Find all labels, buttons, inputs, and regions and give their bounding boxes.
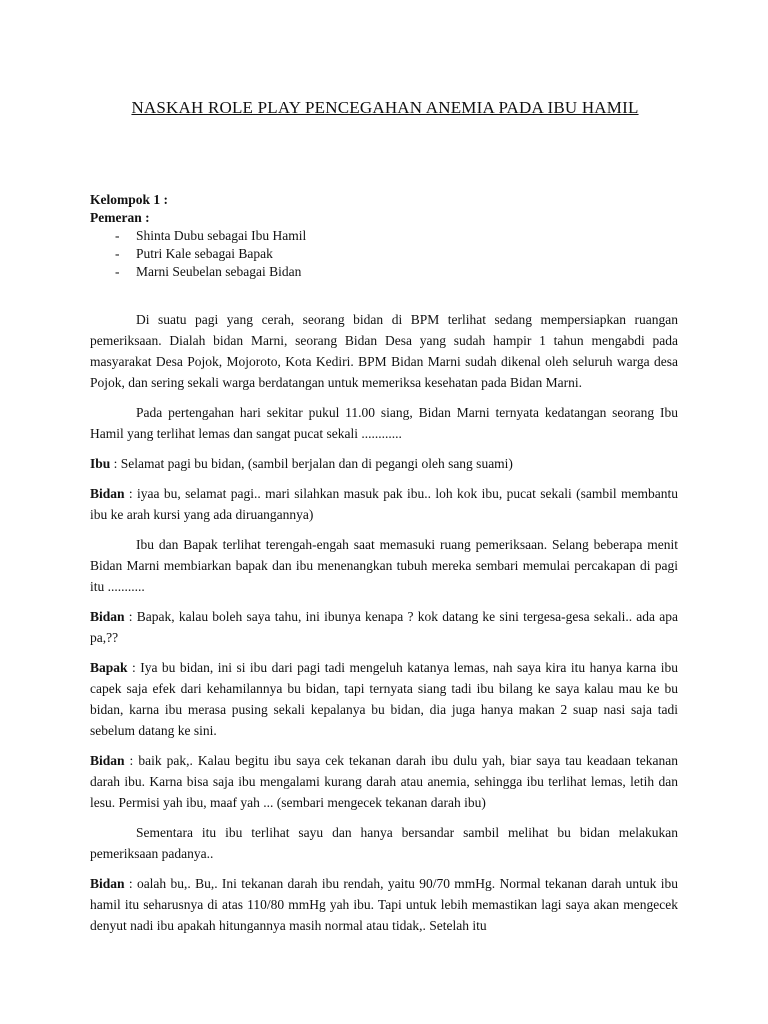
dialogue-line	[90, 657, 678, 741]
paragraph-text: Pada pertengahan hari sekitar pukul 11.00 siang, Bidan Marni ternyata kedatangan seorang Ibu Hamil yang terlihat lemas dan sangat pucat sekali ............	[90, 405, 678, 441]
document-title: NASKAH ROLE PLAY PENCEGAHAN ANEMIA PADA IBU HAMIL	[131, 98, 639, 117]
group-label: Kelompok 1 :	[90, 192, 169, 207]
cast-list	[90, 227, 306, 281]
speaker-name: Bidan	[90, 486, 125, 501]
dialogue-line	[90, 873, 678, 936]
dialogue-line	[90, 483, 678, 525]
dialogue-text: : baik pak,. Kalau begitu ibu saya cek tekanan darah ibu dulu yah, biar saya tau keadaan tekanan darah ibu. Karna bisa saja ibu mengalami kurang darah atau anemia, sehingga ibu terlihat lemas, letih dan lesu. Permisi yah ibu, maaf yah ... (sembari mengecek tekanan darah ibu)	[90, 753, 678, 810]
narration-paragraph	[90, 309, 678, 393]
dialogue-text: : Iya bu bidan, ini si ibu dari pagi tadi mengeluh katanya lemas, nah saya kira itu hanya karna ibu capek saja efek dari kehamilannya bu bidan, tapi ternyata siang tadi ibu bilang ke saya kalau mau ke bu bidan, karna ibu merasa pusing sekali kepalanya bu bidan, dia juga hanya makan 2 suap nasi saja tadi sebelum datang ke sini.	[90, 660, 678, 738]
speaker-name: Bidan	[90, 876, 125, 891]
paragraph-text: Ibu dan Bapak terlihat terengah-engah saat memasuki ruang pemeriksaan. Selang beberapa menit Bidan Marni membiarkan bapak dan ibu menenangkan tubuh mereka sembari memulai percakapan di pagi itu ...........	[90, 537, 678, 594]
paragraph-text: Sementara itu ibu terlihat sayu dan hanya bersandar sambil melihat bu bidan melakukan pemeriksaan padanya..	[90, 825, 678, 861]
dialogue-text: : Bapak, kalau boleh saya tahu, ini ibunya kenapa ? kok datang ke sini tergesa-gesa sekali.. ada apa pa,??	[90, 609, 678, 645]
dialogue-line	[90, 606, 678, 648]
speaker-name: Bidan	[90, 753, 125, 768]
cast-item: - Shinta Dubu sebagai Ibu Hamil	[90, 227, 306, 245]
cast-item: - Putri Kale sebagai Bapak	[90, 245, 306, 263]
dialogue-text: : oalah bu,. Bu,. Ini tekanan darah ibu rendah, yaitu 90/70 mmHg. Normal tekanan darah untuk ibu hamil itu seharusnya di atas 110/80 mmHg yah ibu. Tapi untuk lebih memastikan lagi saya akan mengecek denyut nadi ibu apakah hitungannya masih normal atau tidak,. Setelah itu	[90, 876, 678, 933]
dialogue-line	[90, 453, 678, 474]
cast-section	[90, 191, 306, 281]
paragraph-text: Di suatu pagi yang cerah, seorang bidan di BPM terlihat sedang mempersiapkan ruangan pemeriksaan. Dialah bidan Marni, seorang Bidan Desa yang sudah hampir 1 tahun mengabdi pada masyarakat Desa Pojok, Mojoroto, Kota Kediri. BPM Bidan Marni sudah dikenal oleh seluruh warga desa Pojok, dan sering sekali warga berdatangan untuk memeriksa kesehatan pada Bidan Marni.	[90, 312, 678, 390]
cast-label: Pemeran :	[90, 210, 150, 225]
narration-paragraph	[90, 534, 678, 597]
cast-item: - Marni Seubelan sebagai Bidan	[90, 263, 306, 281]
dialogue-text: : Selamat pagi bu bidan, (sambil berjalan dan di pegangi oleh sang suami)	[110, 456, 513, 471]
narration-paragraph	[90, 822, 678, 864]
dialogue-text: : iyaa bu, selamat pagi.. mari silahkan masuk pak ibu.. loh kok ibu, pucat sekali (sambil membantu ibu ke arah kursi yang ada diruangannya)	[90, 486, 678, 522]
dialogue-line	[90, 750, 678, 813]
speaker-name: Bidan	[90, 609, 125, 624]
speaker-name: Ibu	[90, 456, 111, 471]
script-body	[90, 309, 678, 945]
narration-paragraph	[90, 402, 678, 444]
speaker-name: Bapak	[90, 660, 128, 675]
